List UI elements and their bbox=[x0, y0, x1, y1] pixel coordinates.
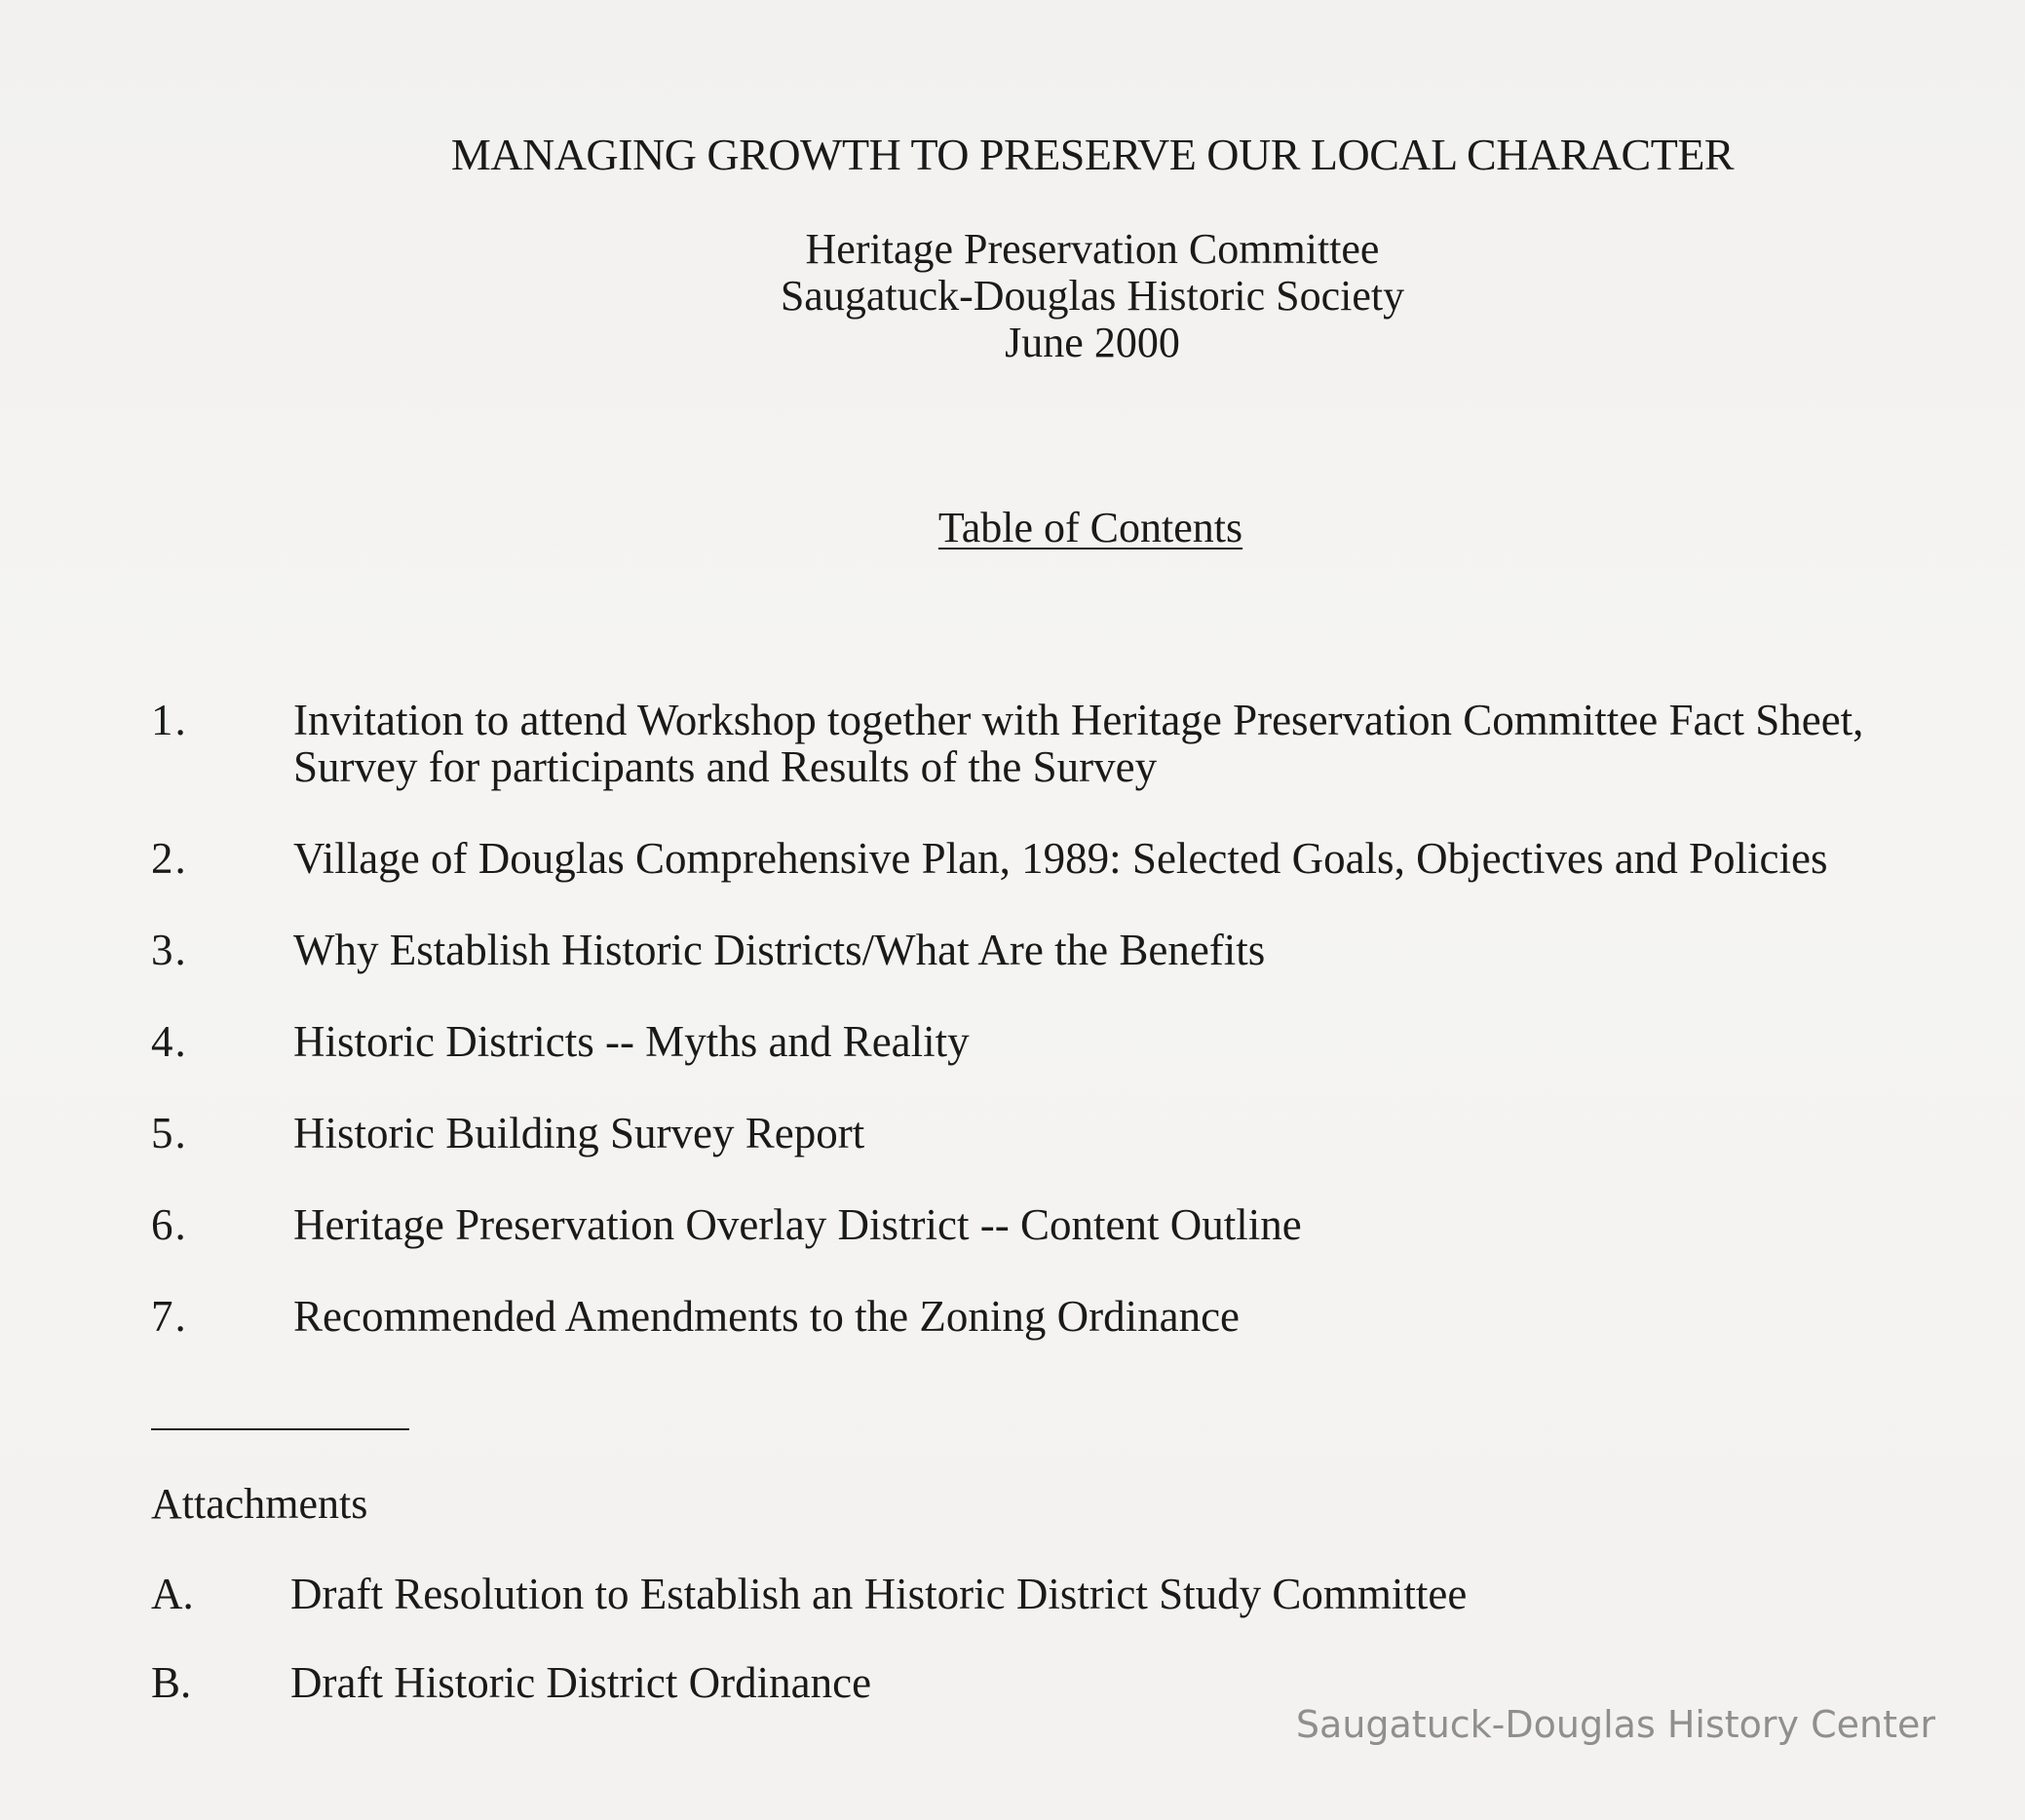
attachment-text: Draft Historic District Ordinance bbox=[290, 1658, 872, 1707]
attachment-letter: A. bbox=[151, 1570, 194, 1618]
toc-item-number: 6. bbox=[151, 1200, 188, 1249]
toc-item bbox=[151, 1201, 1983, 1248]
toc-item-number: 1. bbox=[151, 696, 188, 744]
attachment-item bbox=[151, 1659, 1808, 1706]
attachment-text: Draft Resolution to Establish an Historic District Study Committee bbox=[290, 1570, 1468, 1618]
toc-heading: Table of Contents bbox=[937, 504, 1243, 551]
toc-item-number: 2. bbox=[151, 834, 188, 883]
toc-item-text: Why Establish Historic Districts/What Are the Benefits bbox=[293, 926, 1266, 974]
document-date: June 2000 bbox=[1005, 319, 1180, 366]
toc-item-text: Recommended Amendments to the Zoning Ordinance bbox=[293, 1292, 1241, 1341]
toc-item-text: Historic Building Survey Report bbox=[293, 1109, 865, 1157]
watermark: Saugatuck-Douglas History Center bbox=[1295, 1703, 1935, 1746]
toc-item-text: Heritage Preservation Overlay District -- Content Outline bbox=[293, 1200, 1302, 1249]
society-name: Saugatuck-Douglas Historic Society bbox=[780, 272, 1405, 320]
toc-item bbox=[151, 1018, 1983, 1065]
toc-list bbox=[151, 697, 1983, 1384]
attachment-item bbox=[151, 1571, 1808, 1617]
attachment-letter: B. bbox=[151, 1658, 192, 1707]
toc-item-number: 5. bbox=[151, 1109, 188, 1157]
toc-item-text: Village of Douglas Comprehensive Plan, 1989: Selected Goals, Objectives and Policies bbox=[293, 834, 1828, 883]
toc-item-number: 4. bbox=[151, 1017, 188, 1066]
toc-item-text: Invitation to attend Workshop together with Heritage Preservation Committee Fact Sheet, Survey for participants and Results of the Survey bbox=[293, 696, 1864, 791]
attachments-heading: Attachments bbox=[151, 1480, 368, 1528]
committee-name: Heritage Preservation Committee bbox=[805, 225, 1380, 273]
document-subheading bbox=[0, 226, 2025, 366]
toc-item-text: Historic Districts -- Myths and Reality bbox=[293, 1017, 970, 1066]
document-title: MANAGING GROWTH TO PRESERVE OUR LOCAL CHARACTER bbox=[450, 130, 1735, 179]
toc-item bbox=[151, 1110, 1983, 1156]
section-divider bbox=[151, 1428, 409, 1430]
toc-item-number: 7. bbox=[151, 1292, 188, 1341]
toc-item bbox=[151, 835, 1983, 882]
toc-item bbox=[151, 1293, 1983, 1340]
toc-item bbox=[151, 697, 1983, 790]
toc-item-number: 3. bbox=[151, 926, 188, 974]
toc-item bbox=[151, 927, 1983, 973]
